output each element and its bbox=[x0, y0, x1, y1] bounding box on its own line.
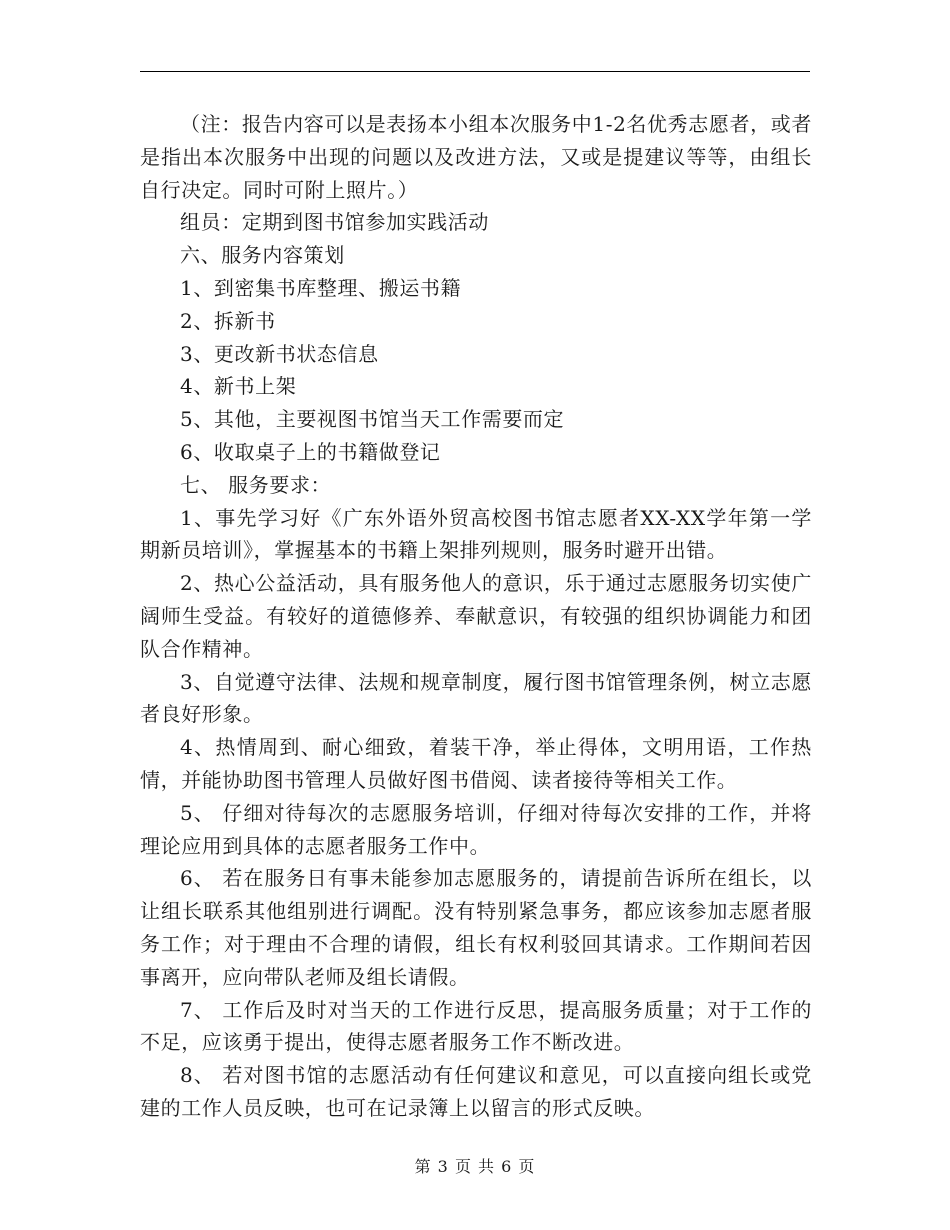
requirement-item: 5、 仔细对待每次的志愿服务培训，仔细对待每次安排的工作，并将理论应用到具体的志愿者服务工作中。 bbox=[140, 800, 812, 858]
requirement-item: 4、热情周到、耐心细致，着装干净，举止得体，文明用语，工作热情，并能协助图书管理人员做好图书借阅、读者接待等相关工作。 bbox=[140, 735, 812, 792]
list-item: 2、拆新书 bbox=[180, 308, 276, 333]
list-item: 1、到密集书库整理、搬运书籍 bbox=[180, 275, 462, 300]
section-heading-seven: 七、 服务要求： bbox=[180, 472, 332, 497]
list-item: 3、更改新书状态信息 bbox=[180, 341, 379, 366]
requirement-item: 2、热心公益活动，具有服务他人的意识，乐于通过志愿服务切实使广阔师生受益。有较好的道德修养、奉献意识，有较强的组织协调能力和团队合作精神。 bbox=[140, 571, 812, 661]
list-item: 4、新书上架 bbox=[180, 374, 297, 399]
requirement-item: 6、 若在服务日有事未能参加志愿服务的，请提前告诉所在组长，以让组长联系其他组别进行调配。没有特别紧急事务，都应该参加志愿者服务工作；对于理由不合理的请假，组长有权利驳回其请求。工作期间若因事离开，应向带队老师及组长请假。 bbox=[140, 866, 812, 989]
section-heading-six: 六、服务内容策划 bbox=[180, 243, 345, 268]
requirement-item: 7、 工作后及时对当天的工作进行反思，提高服务质量；对于工作的不足，应该勇于提出，使得志愿者服务工作不断改进。 bbox=[140, 997, 812, 1055]
page-footer bbox=[0, 1154, 950, 1177]
list-item: 5、其他，主要视图书馆当天工作需要而定 bbox=[180, 407, 565, 432]
requirement-item: 3、自觉遵守法律、法规和规章制度，履行图书馆管理条例，树立志愿者良好形象。 bbox=[140, 669, 812, 727]
page-number: 第 3 页 共 6 页 bbox=[414, 1157, 536, 1176]
paragraph-note: （注：报告内容可以是表扬本小组本次服务中1-2名优秀志愿者，或者是指出本次服务中出现的问题以及改进方法，又或是提建议等等，由组长自行决定。同时可附上照片。） bbox=[140, 112, 812, 202]
list-item: 6、收取桌子上的书籍做登记 bbox=[180, 439, 441, 464]
document-body bbox=[140, 108, 812, 1125]
requirement-item: 1、事先学习好《广东外语外贸高校图书馆志愿者XX-XX学年第一学期新员培训》，掌握基本的书籍上架排列规则，服务时避开出错。 bbox=[140, 505, 812, 563]
header-rule bbox=[140, 71, 810, 72]
requirement-item: 8、 若对图书馆的志愿活动有任何建议和意见，可以直接向组长或党建的工作人员反映，也可在记录簿上以留言的形式反映。 bbox=[140, 1063, 812, 1120]
paragraph-members: 组员：定期到图书馆参加实践活动 bbox=[180, 210, 489, 235]
